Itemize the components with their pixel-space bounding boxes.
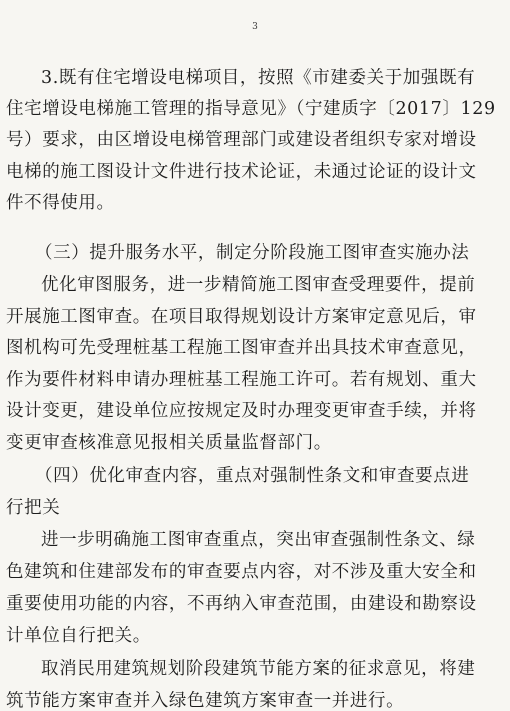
text-line-15: 进一步明确施工图审查重点，突出审查强制性条文、绿 — [41, 530, 476, 550]
text-line-19: 取消民用建筑规划阶段建筑节能方案的征求意见，将建 — [41, 659, 476, 679]
text-line-7: 优化审图服务，进一步精简施工图审查受理要件，提前 — [41, 275, 476, 295]
text-line-16: 色建筑和住建部发布的审查要点内容，对不涉及重大安全和 — [6, 562, 477, 582]
page-number: 3 — [252, 22, 258, 32]
text-line-9: 图机构可先受理桩基工程施工图审查并出具技术审查意见， — [6, 338, 477, 358]
text-line-20: 筑节能方案审查并入绿色建筑方案审查一并进行。 — [6, 691, 405, 711]
text-line-5: 件不得使用。 — [6, 193, 115, 213]
text-line-10: 作为要件材料申请办理桩基工程施工许可。若有规划、重大 — [6, 370, 477, 390]
section-heading-3: （三）提升服务水平，制定分阶段施工图审查实施办法 — [35, 243, 470, 263]
text-line-2: 住宅增设电梯施工管理的指导意见》（宁建质字〔2017〕129 — [6, 99, 496, 119]
text-line-4: 电梯的施工图设计文件进行技术论证，未通过论证的设计文 — [6, 162, 477, 182]
text-line-18: 计单位自行把关。 — [6, 626, 151, 646]
text-line-11: 设计变更，建设单位应按规定及时办理变更审查手续，并将 — [6, 401, 477, 421]
text-line-3: 号）要求，由区增设电梯管理部门或建设者组织专家对增设 — [6, 130, 477, 150]
text-line-17: 重要使用功能的内容，不再纳入审查范围，由建设和勘察设 — [6, 594, 477, 614]
text-line-8: 开展施工图审查。在项目取得规划设计方案审定意见后，审 — [6, 307, 477, 327]
section-heading-4: （四）优化审查内容，重点对强制性条文和审查要点进 — [35, 466, 470, 486]
text-line-1: 3.既有住宅增设电梯项目，按照《市建委关于加强既有 — [41, 68, 476, 88]
text-line-14: 行把关 — [6, 498, 61, 518]
text-line-12: 变更审查核准意见报相关质量监督部门。 — [6, 433, 332, 453]
